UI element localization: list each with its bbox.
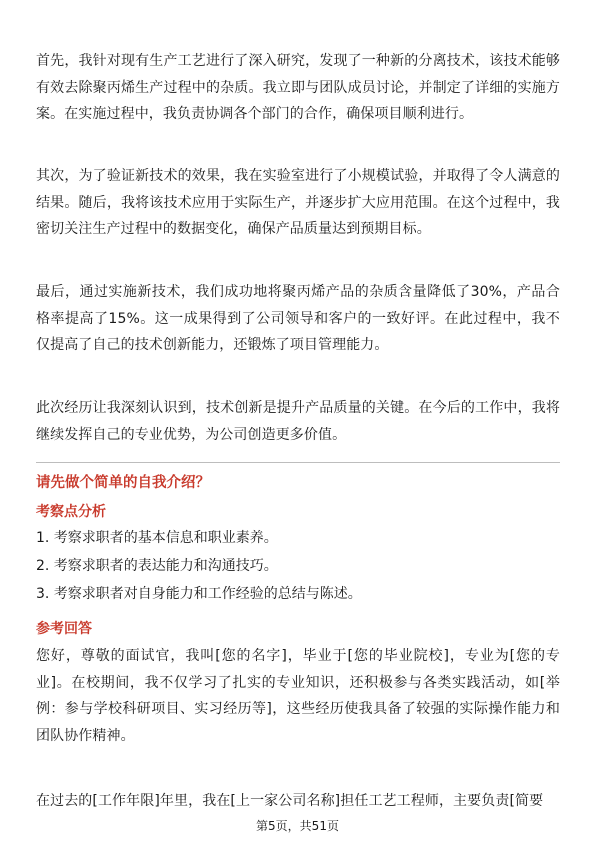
section-divider: [36, 462, 560, 463]
page-number: 第5页，共51页: [256, 819, 339, 833]
answer-paragraph-1: 您好，尊敬的面试官，我叫[您的名字]，毕业于[您的毕业院校]，专业为[您的专业]。在校期间，我不仅学习了扎实的专业知识，还积极参与各类实践活动，如[举例：参与学校科研项目、实习经历等]，这些经历使我具备了较强的实际操作能力和团队协作精神。: [36, 648, 560, 744]
analysis-heading: 考察点分析: [36, 504, 106, 520]
paragraph-second: 其次，为了验证新技术的效果，我在实验室进行了小规模试验，并取得了令人满意的结果。随后，我将该技术应用于实际生产，并逐步扩大应用范围。在这个过程中，我密切关注生产过程中的数据变化，确保产品质量达到预期目标。: [36, 168, 560, 237]
answer-heading: 参考回答: [36, 621, 92, 637]
paragraph-first: 首先，我针对现有生产工艺进行了深入研究，发现了一种新的分离技术，该技术能够有效去除聚丙烯生产过程中的杂质。我立即与团队成员讨论，并制定了详细的实施方案。在实施过程中，我负责协调各个部门的合作，确保项目顺利进行。: [36, 53, 560, 122]
analysis-item-3: 3. 考察求职者对自身能力和工作经验的总结与陈述。: [36, 586, 362, 602]
paragraph-fourth: 此次经历让我深刻认识到，技术创新是提升产品质量的关键。在今后的工作中，我将继续发挥自己的专业优势，为公司创造更多价值。: [36, 400, 560, 443]
analysis-item-1: 1. 考察求职者的基本信息和职业素养。: [36, 530, 278, 546]
answer-paragraph-2: 在过去的[工作年限]年里，我在[上一家公司名称]担任工艺工程师，主要负责[简要: [36, 793, 544, 809]
question-title: 请先做个简单的自我介绍？: [36, 475, 210, 491]
analysis-item-2: 2. 考察求职者的表达能力和沟通技巧。: [36, 558, 278, 574]
paragraph-third: 最后，通过实施新技术，我们成功地将聚丙烯产品的杂质含量降低了30%，产品合格率提高了15%。这一成果得到了公司领导和客户的一致好评。在此过程中，我不仅提高了自己的技术创新能力，还锻炼了项目管理能力。: [36, 284, 560, 353]
